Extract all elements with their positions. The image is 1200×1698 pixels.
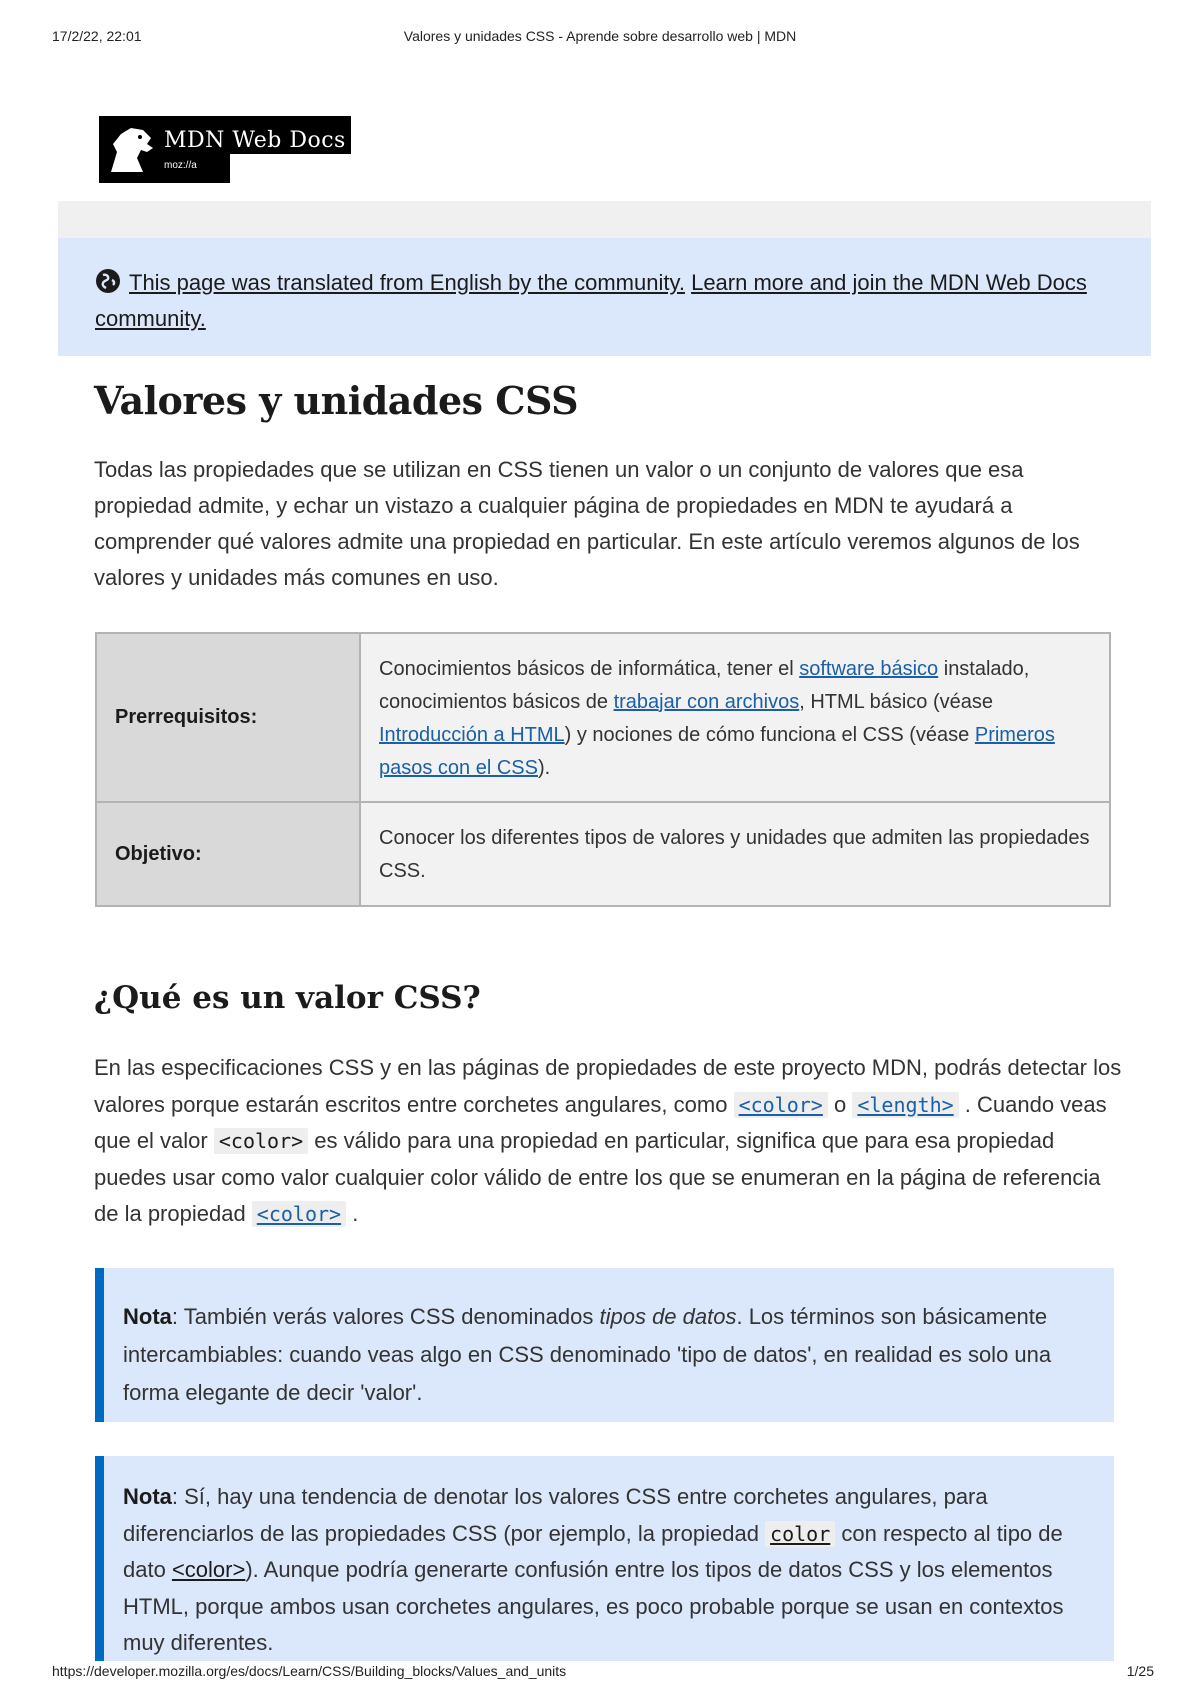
note-text: ). Aunque podría generarte confusión entre los tipos de datos CSS y los elementos HTML, porque ambos usan corchetes angulares, es poco probable porque se usan en contextos muy diferentes. (123, 1557, 1064, 1655)
print-url: https://developer.mozilla.org/es/docs/Learn/CSS/Building_blocks/Values_and_units (52, 1663, 567, 1679)
print-footer (0, 1663, 1200, 1683)
note-italic: tipos de datos (599, 1304, 737, 1329)
note-text: . Los términos son básicamente intercambiables: cuando veas algo en CSS denominado 'tipo de datos', en realidad es solo una forma elegante de decir 'valor'. (123, 1304, 1052, 1405)
note-label: Nota (123, 1304, 172, 1329)
globe-icon (95, 268, 121, 294)
top-bar (58, 201, 1151, 238)
prerequisites-cell (360, 633, 1110, 802)
note-text: : También verás valores CSS denominados (171, 1304, 600, 1329)
dinosaur-icon (107, 122, 157, 176)
prerequisites-table (95, 632, 1111, 907)
note-box (95, 1268, 1114, 1422)
paragraph-text: o (827, 1091, 853, 1117)
color-reference-link[interactable] (252, 1201, 346, 1226)
intro-paragraph: Todas las propiedades que se utilizan en CSS tienen un valor o un conjunto de valores que esa propiedad admite, y echar un vistazo a cualquier página de propiedades en MDN te ayudará a comprender qué valores admite una propiedad en particular. En este artículo veremos algunos de los valores y unidades más comunes en uso. (94, 457, 1080, 590)
objective-cell: Conocer los diferentes tipos de valores y unidades que admiten las propiedades CSS. (360, 802, 1110, 906)
print-header (0, 28, 1200, 48)
prerequisites-label: Prerrequisitos: (96, 633, 360, 802)
cell-text: Conocimientos básicos de informática, tener el (379, 657, 800, 680)
paragraph-text: . (346, 1201, 359, 1226)
color-code: <color> (734, 1092, 828, 1118)
page-title: Valores y unidades CSS (94, 378, 579, 423)
css-value-paragraph (94, 1050, 1124, 1233)
translation-link[interactable]: This page was translated from English by the community. (129, 270, 685, 295)
paragraph-text: es válido para una propiedad en particular, significa que para esa propiedad puedes usar como valor cualquier color válido de entre los que se enumeran en la página de referencia de la propiedad (94, 1128, 1101, 1226)
table-row (96, 802, 1110, 906)
color-property-code: color (765, 1521, 835, 1547)
trabajar-archivos-link[interactable]: trabajar con archivos (613, 690, 800, 713)
section-heading: ¿Qué es un valor CSS? (94, 980, 481, 1016)
cell-text: instalado, conocimientos básicos de (379, 657, 1030, 713)
translation-banner (58, 238, 1151, 356)
paragraph-text: En las especificaciones CSS y en las páginas de propiedades de este proyecto MDN, podrás detectar los valores porque estarán escritos entre corchetes angulares, como (94, 1055, 1122, 1117)
intro-html-link[interactable]: Introducción a HTML (379, 723, 565, 746)
note-box (95, 1456, 1114, 1661)
note-text: con respecto al tipo de dato (123, 1520, 1063, 1582)
color-property-link[interactable] (765, 1521, 835, 1546)
logo-wordmark: MDN Web Docs (164, 128, 346, 153)
logo-cutout (230, 154, 351, 183)
cell-text: , HTML básico (véase (799, 690, 994, 713)
cell-text: ) y nociones de cómo funciona el CSS (véase (564, 723, 975, 746)
length-type-link[interactable] (852, 1092, 958, 1117)
page-number: 1/25 (1126, 1663, 1154, 1679)
table-row (96, 633, 1110, 802)
community-link[interactable]: Learn more and join the MDN Web Docs community. (95, 270, 1087, 331)
objective-label: Objetivo: (96, 802, 360, 906)
color-type-link[interactable] (734, 1092, 828, 1117)
software-basico-link[interactable]: software básico (799, 657, 939, 680)
mdn-logo[interactable] (99, 116, 351, 183)
cell-text: ). (537, 756, 551, 779)
print-date: 17/2/22, 22:01 (52, 28, 142, 44)
color-code-inline: <color> (214, 1128, 308, 1154)
print-title: Valores y unidades CSS - Aprende sobre desarrollo web | MDN (403, 28, 797, 44)
color-code: <color> (252, 1201, 346, 1227)
paragraph-text: . Cuando veas que el valor (94, 1091, 1107, 1153)
note-text: : Sí, hay una tendencia de denotar los valores CSS entre corchetes angulares, para diferenciarlos de las propiedades CSS (por ejemplo, la propiedad (123, 1484, 988, 1546)
note-label: Nota (123, 1484, 172, 1509)
length-code: <length> (852, 1092, 958, 1118)
logo-mozilla: moz://a (164, 160, 197, 171)
primeros-pasos-css-link[interactable]: Primeros pasos con el CSS (379, 723, 1055, 779)
color-datatype-link[interactable]: <color> (171, 1557, 246, 1582)
